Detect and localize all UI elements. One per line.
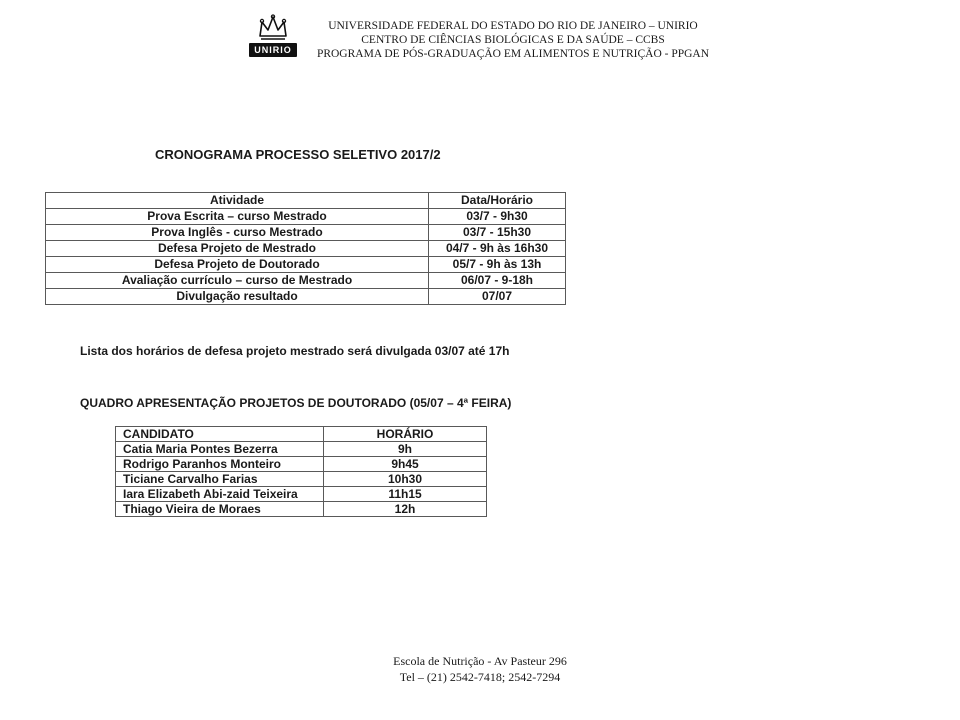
- center-name: CENTRO DE CIÊNCIAS BIOLÓGICAS E DA SAÚDE – CCBS: [361, 34, 665, 46]
- institution-name: UNIVERSIDADE FEDERAL DO ESTADO DO RIO DE JANEIRO – UNIRIO: [328, 20, 698, 32]
- table-header-row: [116, 427, 487, 442]
- footer-address: Escola de Nutrição - Av Pasteur 296: [393, 654, 567, 668]
- table-header-row: [46, 193, 566, 209]
- document-header: [250, 14, 720, 61]
- table-row: [46, 257, 566, 273]
- activity-cell: Divulgação resultado: [46, 289, 429, 305]
- table-row: [46, 289, 566, 305]
- candidate-name-cell: Ticiane Carvalho Farias: [116, 472, 324, 487]
- table-row: [46, 241, 566, 257]
- datetime-header-cell: Data/Horário: [429, 193, 566, 209]
- activity-header-cell: Atividade: [46, 193, 429, 209]
- time-cell: 07/07: [429, 289, 566, 305]
- footer-phone: Tel – (21) 2542-7418; 2542-7294: [399, 670, 561, 684]
- activity-cell: Defesa Projeto de Doutorado: [46, 257, 429, 273]
- table-row: [116, 502, 487, 517]
- unirio-logo-label: UNIRIO: [249, 43, 297, 57]
- document-footer: [0, 653, 960, 685]
- institution-header: [306, 14, 720, 61]
- activity-cell: Prova Inglês - curso Mestrado: [46, 225, 429, 241]
- candidate-time-cell: 11h15: [324, 487, 487, 502]
- activity-cell: Defesa Projeto de Mestrado: [46, 241, 429, 257]
- candidate-time-cell: 12h: [324, 502, 487, 517]
- doctorate-section-title: QUADRO APRESENTAÇÃO PROJETOS DE DOUTORADO (05/07 – 4ª FEIRA): [80, 396, 512, 410]
- table-row: [116, 472, 487, 487]
- defense-schedule-note: Lista dos horários de defesa projeto mestrado será divulgada 03/07 até 17h: [80, 344, 510, 358]
- candidate-time-cell: 9h45: [324, 457, 487, 472]
- candidate-name-cell: Rodrigo Paranhos Monteiro: [116, 457, 324, 472]
- candidate-time-cell: 9h: [324, 442, 487, 457]
- candidate-name-cell: Catia Maria Pontes Bezerra: [116, 442, 324, 457]
- table-row: [116, 487, 487, 502]
- candidate-name-cell: Thiago Vieira de Moraes: [116, 502, 324, 517]
- program-name: PROGRAMA DE PÓS-GRADUAÇÃO EM ALIMENTOS E NUTRIÇÃO - PPGAN: [316, 48, 710, 60]
- candidate-time-cell: 10h30: [324, 472, 487, 487]
- activity-cell: Avaliação currículo – curso de Mestrado: [46, 273, 429, 289]
- table-row: [46, 209, 566, 225]
- unirio-logo: [250, 14, 296, 57]
- time-cell: 04/7 - 9h às 16h30: [429, 241, 566, 257]
- time-cell: 05/7 - 9h às 13h: [429, 257, 566, 273]
- activity-cell: Prova Escrita – curso Mestrado: [46, 209, 429, 225]
- table-row: [46, 225, 566, 241]
- time-cell: 03/7 - 15h30: [429, 225, 566, 241]
- candidates-table: [115, 426, 487, 517]
- unirio-crown-icon: [256, 14, 290, 42]
- hour-header-cell: HORÁRIO: [324, 427, 487, 442]
- page-title: CRONOGRAMA PROCESSO SELETIVO 2017/2: [155, 147, 441, 162]
- table-row: [46, 273, 566, 289]
- candidate-header-cell: CANDIDATO: [116, 427, 324, 442]
- time-cell: 06/07 - 9-18h: [429, 273, 566, 289]
- candidate-name-cell: Iara Elizabeth Abi-zaid Teixeira: [116, 487, 324, 502]
- table-row: [116, 442, 487, 457]
- table-row: [116, 457, 487, 472]
- schedule-table: [45, 192, 566, 305]
- time-cell: 03/7 - 9h30: [429, 209, 566, 225]
